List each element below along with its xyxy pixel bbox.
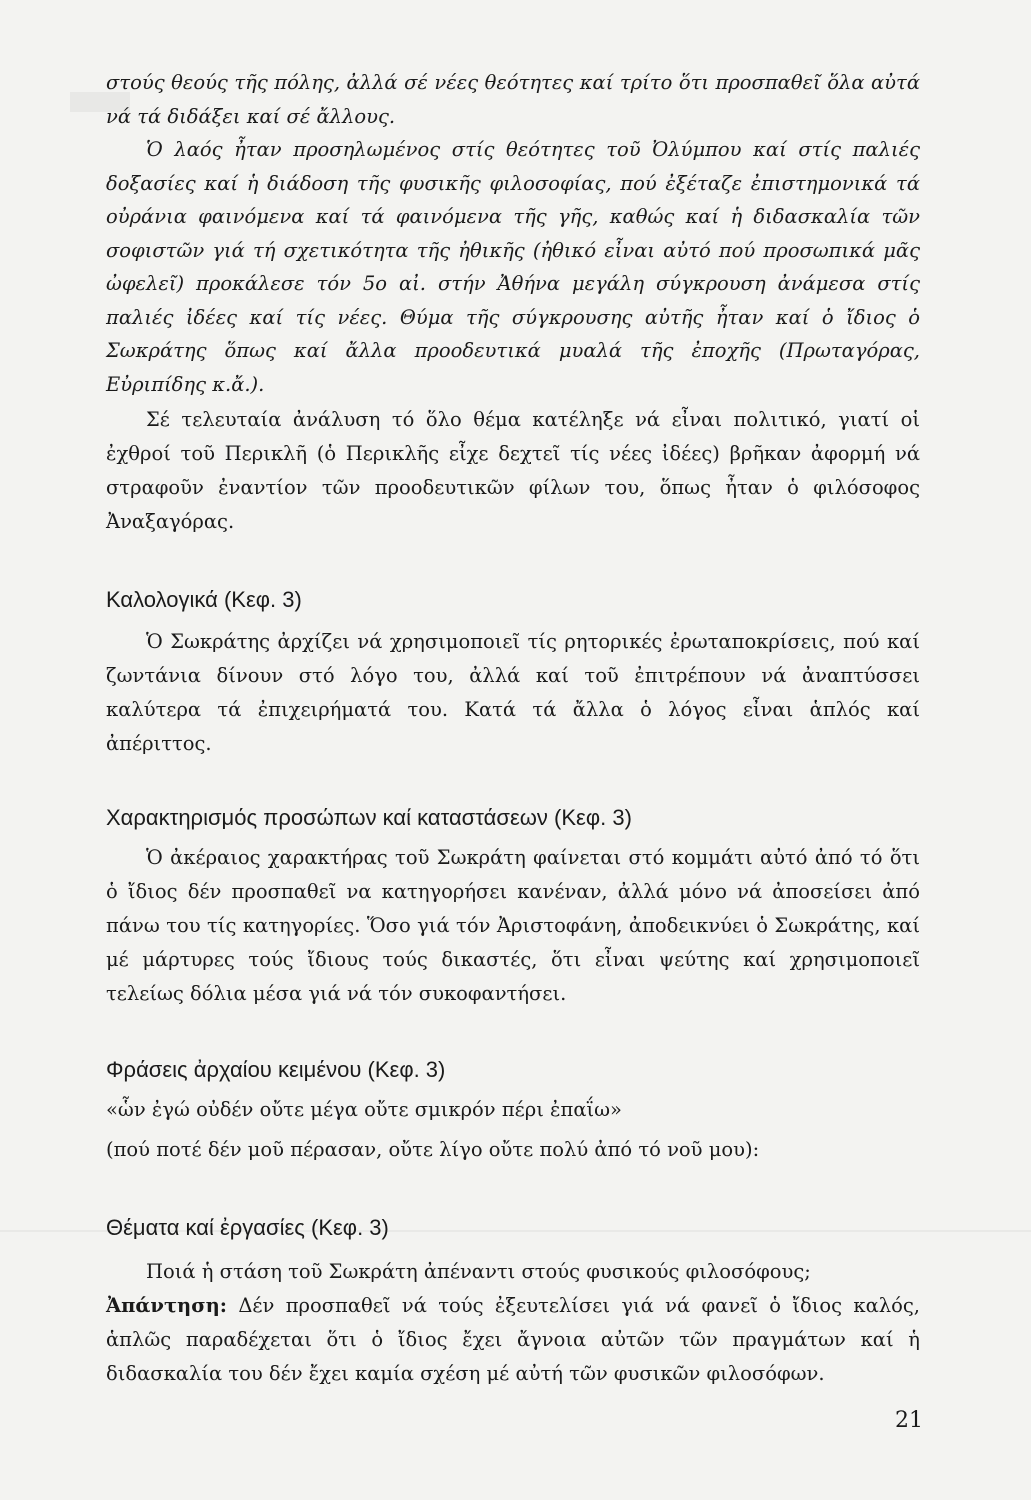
question: Ποιά ἡ στάση τοῦ Σωκράτη ἀπέναντι στούς φυσικούς φιλοσόφους; <box>146 1260 811 1283</box>
section-text-characters: Ὁ ἀκέραιος χαρακτήρας τοῦ Σωκράτη φαίνεται στό κομμάτι αὐτό ἀπό τό ὅτι ὁ ἴδιος δέν προσπαθεῖ να κατηγορήσει κανέναν, ἀλλά μόνο νά ἀποσείσει ἀπό πάνω του τίς κατηγορίες. Ὅσο γιά τόν Ἀριστοφάνη, ἀποδεικνύει ὁ Σωκράτης, καί μέ μάρτυρες τούς ἴδιους τούς δικαστές, ὅτι εἶναι ψεύτης καί χρησιμοποιεῖ τελείως δόλια μέσα γιά νά τόν συκοφαντήσει. <box>106 846 920 1005</box>
section-heading-phrases: Φράσεις ἀρχαίου κειμένου (Κεφ. 3) <box>106 1057 446 1082</box>
section-text-kalologika: Ὁ Σωκράτης ἀρχίζει νά χρησιμοποιεῖ τίς ρητορικές ἐρωταποκρίσεις, πού καί ζωντάνια δίνουν στό λόγο του, ἀλλά καί τοῦ ἐπιτρέπουν νά ἀναπτύσσει καλύτερα τά ἐπιχειρήματά του. Κατά τά ἄλλα ὁ λόγος εἶναι ἁπλός καί ἀπέριττος. <box>106 630 920 755</box>
context-paragraph: Ὁ λαός ἦταν προσηλωμένος στίς θεότητες τοῦ Ὀλύμπου καί στίς παλιές δοξασίες καί ἡ διάδοση τῆς φυσικῆς φιλοσοφίας, πού ἐξέταζε ἐπιστημονικά τά οὐράνια φαινόμενα καί τά φαινόμενα τῆς γῆς, καθώς καί ἡ διδασκαλία τῶν σοφιστῶν γιά τή σχετικότητα τῆς ἠθικῆς (ἠθικό εἶναι αὐτό πού προσωπικά μᾶς ὠφελεῖ) προκάλεσε τόν 5ο αἰ. στήν Ἀθήνα μεγάλη σύγκρουση ἀνάμεσα στίς παλιές ἰδέες καί τίς νέες. Θύμα τῆς σύγκρουσης αὐτῆς ἦταν καί ὁ ἴδιος ὁ Σωκράτης ὅπως καί ἄλλα προοδευτικά μυαλά τῆς ἐποχῆς (Πρωταγόρας, Εὐριπίδης κ.ἄ.). <box>106 138 920 396</box>
answer-label: Ἀπάντηση: <box>106 1294 227 1317</box>
page-content <box>106 62 920 1391</box>
ancient-quote: «ὧν ἐγώ οὐδέν οὔτε μέγα οὔτε σμικρόν πέρι ἐπαΐω» <box>106 1098 622 1121</box>
quote-translation: (πού ποτέ δέν μοῦ πέρασαν, οὔτε λίγο οὔτε πολύ ἀπό τό νοῦ μου): <box>106 1138 760 1161</box>
section-heading-kalologika: Καλολογικά (Κεφ. 3) <box>106 587 302 612</box>
question-text <box>106 1255 920 1289</box>
page-number: 21 <box>895 1408 923 1433</box>
section-heading-characters: Χαρακτηρισμός προσώπων καί καταστάσεων (Κεφ. 3) <box>106 805 632 830</box>
answer: Δέν προσπαθεῖ νά τούς ἐξευτελίσει γιά νά φανεῖ ὁ ἴδιος καλός, ἁπλῶς παραδέχεται ὅτι ὁ ἴδιος ἔχει ἄγνοια αὐτῶν τῶν πραγμάτων καί ἡ διδασκαλία του δέν ἔχει καμία σχέση μέ αὐτή τῶν φυσικῶν φιλοσόφων. <box>106 1294 920 1385</box>
continuation-paragraph: στούς θεούς τῆς πόλης, ἀλλά σέ νέες θεότητες καί τρίτο ὅτι προσπαθεῖ ὅλα αὐτά νά τά διδάξει καί σέ ἄλλους. <box>106 71 920 128</box>
political-paragraph: Σέ τελευταία ἀνάλυση τό ὅλο θέμα κατέληξε νά εἶναι πολιτικό, γιατί οἱ ἐχθροί τοῦ Περικλῆ (ὁ Περικλῆς εἶχε δεχτεῖ τίς νέες ἰδέες) βρῆκαν ἀφορμή νά στραφοῦν ἐναντίον τῶν προοδευτικῶν φίλων του, ὅπως ἦταν ὁ φιλόσοφος Ἀναξαγόρας. <box>106 408 920 533</box>
answer-text <box>106 1289 920 1391</box>
section-heading-topics: Θέματα καί ἐργασίες (Κεφ. 3) <box>106 1215 389 1240</box>
